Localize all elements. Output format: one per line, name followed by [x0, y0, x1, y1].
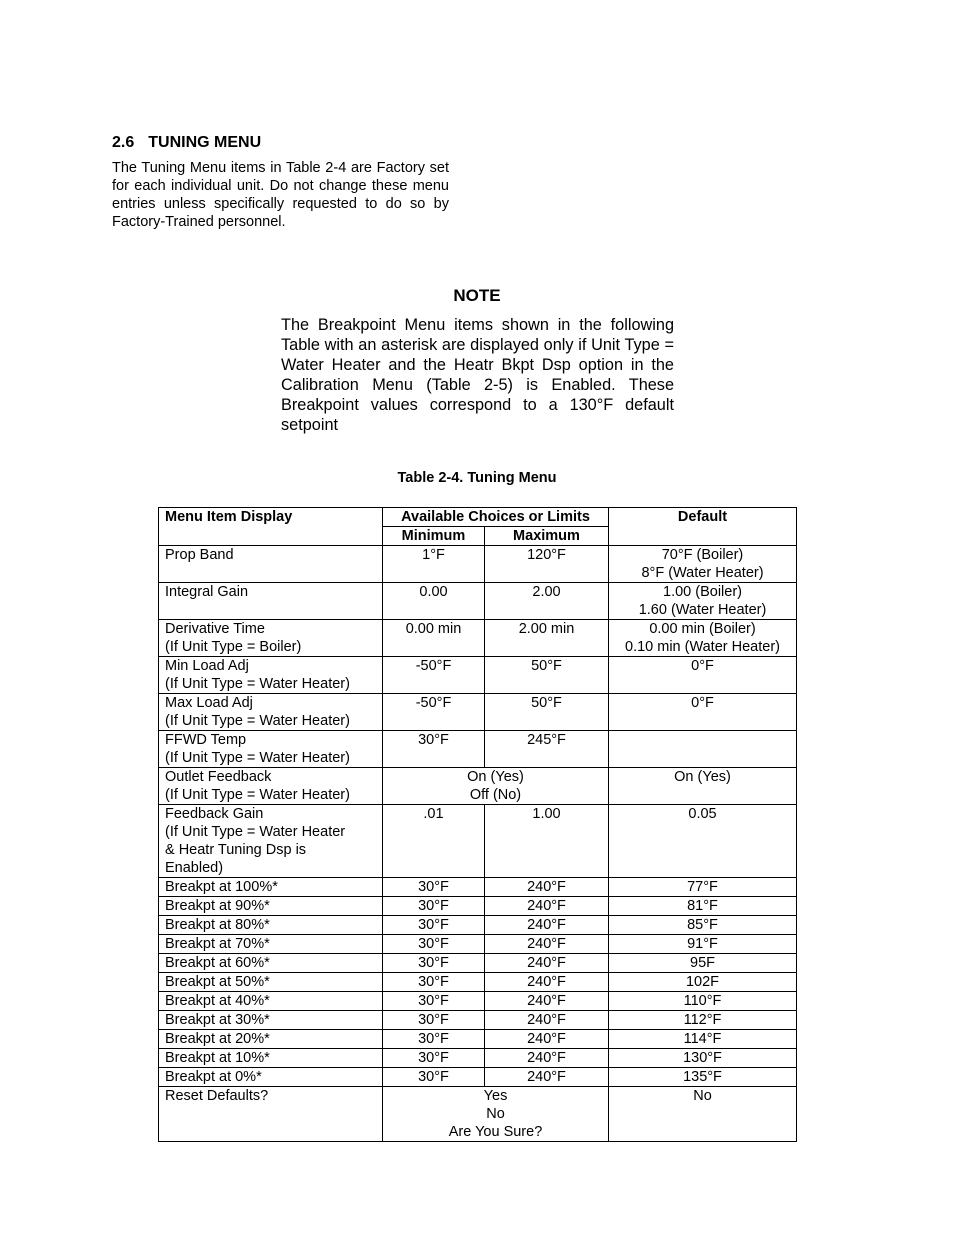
cell-maximum: 240°F	[485, 878, 609, 897]
table-row	[159, 583, 797, 620]
table-row	[159, 1011, 797, 1030]
cell-maximum: 2.00	[485, 583, 609, 620]
default-line: 114°F	[683, 1031, 722, 1047]
cell-default	[609, 1049, 797, 1068]
cell-minimum: 0.00	[383, 583, 485, 620]
cell-maximum: 240°F	[485, 973, 609, 992]
header-default: Default	[609, 508, 797, 546]
cell-minimum: 30°F	[383, 1068, 485, 1087]
header-choices-group: Available Choices or Limits	[383, 508, 609, 527]
default-line: 8°F (Water Heater)	[641, 565, 764, 581]
cell-minimum: 30°F	[383, 973, 485, 992]
table-row	[159, 935, 797, 954]
default-line: 81°F	[687, 898, 718, 914]
cell-default	[609, 954, 797, 973]
cell-menu-item	[159, 620, 383, 657]
cell-menu-item	[159, 916, 383, 935]
cell-menu-item	[159, 935, 383, 954]
default-line: 0.05	[688, 806, 717, 822]
cell-maximum: 240°F	[485, 1011, 609, 1030]
cell-default	[609, 992, 797, 1011]
default-line: 1.60 (Water Heater)	[638, 602, 767, 618]
table-row	[159, 768, 797, 805]
cell-menu-item	[159, 1030, 383, 1049]
cell-minimum: 30°F	[383, 1049, 485, 1068]
choice-line: Yes	[483, 1088, 508, 1104]
cell-menu-item	[159, 694, 383, 731]
table-row	[159, 657, 797, 694]
menu-item-line: Breakpt at 100%*	[165, 879, 278, 895]
cell-minimum: 30°F	[383, 1011, 485, 1030]
menu-item-line: Breakpt at 30%*	[165, 1012, 270, 1028]
default-line: 135°F	[683, 1069, 722, 1085]
table-row	[159, 694, 797, 731]
table-row	[159, 620, 797, 657]
choice-line: On (Yes)	[467, 769, 524, 785]
cell-default	[609, 916, 797, 935]
menu-item-line: (If Unit Type = Water Heater	[165, 824, 346, 840]
default-line: 112°F	[683, 1012, 722, 1028]
menu-item-line: Derivative Time	[165, 621, 265, 637]
cell-default	[609, 731, 797, 768]
cell-choices	[383, 768, 609, 805]
cell-menu-item	[159, 768, 383, 805]
cell-menu-item	[159, 657, 383, 694]
menu-item-line: Breakpt at 80%*	[165, 917, 270, 933]
intro-paragraph: The Tuning Menu items in Table 2-4 are Factory set for each individual unit. Do not change these menu entries unless specifically requested to do so by Factory-Trained personnel.	[112, 160, 449, 230]
menu-item-line: Breakpt at 0%*	[165, 1069, 262, 1085]
default-line	[615, 731, 790, 749]
menu-item-line: Breakpt at 40%*	[165, 993, 270, 1009]
menu-item-line: FFWD Temp	[165, 732, 247, 748]
cell-default	[609, 973, 797, 992]
cell-maximum: 1.00	[485, 805, 609, 878]
cell-menu-item	[159, 546, 383, 583]
menu-item-line: & Heatr Tuning Dsp is	[165, 842, 307, 858]
cell-minimum: 30°F	[383, 916, 485, 935]
default-line: 85°F	[687, 917, 718, 933]
tuning-menu-table	[158, 507, 797, 1142]
menu-item-line: Breakpt at 90%*	[165, 898, 270, 914]
cell-maximum: 240°F	[485, 1068, 609, 1087]
table-row	[159, 1087, 797, 1142]
menu-item-line: Enabled)	[165, 860, 224, 876]
table-row	[159, 954, 797, 973]
menu-item-line: Breakpt at 60%*	[165, 955, 270, 971]
cell-default	[609, 935, 797, 954]
cell-maximum: 240°F	[485, 935, 609, 954]
section-heading	[112, 134, 261, 152]
cell-menu-item	[159, 878, 383, 897]
cell-minimum: 30°F	[383, 878, 485, 897]
cell-maximum: 245°F	[485, 731, 609, 768]
section-title: TUNING MENU	[148, 134, 262, 151]
table-row	[159, 916, 797, 935]
menu-item-line: (If Unit Type = Water Heater)	[165, 750, 350, 766]
cell-minimum: 30°F	[383, 897, 485, 916]
default-line: No	[693, 1088, 712, 1104]
choice-line: Are You Sure?	[448, 1124, 543, 1140]
default-line: 95F	[690, 955, 715, 971]
cell-menu-item	[159, 954, 383, 973]
cell-default	[609, 805, 797, 878]
default-line: 1.00 (Boiler)	[663, 584, 742, 600]
table-row	[159, 805, 797, 878]
cell-default	[609, 1030, 797, 1049]
cell-menu-item	[159, 1068, 383, 1087]
cell-minimum: 30°F	[383, 992, 485, 1011]
cell-default	[609, 897, 797, 916]
menu-item-line: Outlet Feedback	[165, 769, 272, 785]
default-line: On (Yes)	[674, 769, 731, 785]
menu-item-line: Breakpt at 10%*	[165, 1050, 270, 1066]
menu-item-line: Breakpt at 20%*	[165, 1031, 270, 1047]
default-line: 91°F	[687, 936, 718, 952]
cell-default	[609, 1087, 797, 1142]
table-body	[159, 546, 797, 1142]
cell-default	[609, 657, 797, 694]
default-line: 130°F	[683, 1050, 722, 1066]
cell-default	[609, 878, 797, 897]
cell-minimum: -50°F	[383, 694, 485, 731]
cell-maximum: 240°F	[485, 954, 609, 973]
menu-item-line: (If Unit Type = Water Heater)	[165, 676, 350, 692]
cell-maximum: 240°F	[485, 992, 609, 1011]
cell-maximum: 240°F	[485, 897, 609, 916]
cell-minimum: 0.00 min	[383, 620, 485, 657]
table-row	[159, 1049, 797, 1068]
header-row-top	[159, 508, 797, 527]
menu-item-line: (If Unit Type = Water Heater)	[165, 787, 350, 803]
menu-item-line: Reset Defaults?	[165, 1088, 269, 1104]
section-number: 2.6	[112, 134, 135, 151]
table-caption: Table 2-4. Tuning Menu	[397, 470, 557, 486]
header-minimum: Minimum	[383, 527, 485, 546]
table-header	[159, 508, 797, 546]
cell-menu-item	[159, 897, 383, 916]
cell-minimum: 30°F	[383, 1030, 485, 1049]
header-maximum: Maximum	[485, 527, 609, 546]
cell-menu-item	[159, 1011, 383, 1030]
cell-maximum: 50°F	[485, 657, 609, 694]
default-line: 0°F	[691, 695, 714, 711]
header-menu-item: Menu Item Display	[159, 508, 383, 546]
cell-minimum: .01	[383, 805, 485, 878]
cell-maximum: 120°F	[485, 546, 609, 583]
cell-menu-item	[159, 583, 383, 620]
menu-item-line: Breakpt at 70%*	[165, 936, 270, 952]
table-row	[159, 973, 797, 992]
cell-maximum: 50°F	[485, 694, 609, 731]
default-line: 0°F	[691, 658, 714, 674]
table-row	[159, 1030, 797, 1049]
cell-maximum: 240°F	[485, 1049, 609, 1068]
cell-choices	[383, 1087, 609, 1142]
choice-line: Off (No)	[469, 787, 522, 803]
menu-item-line: (If Unit Type = Water Heater)	[165, 713, 350, 729]
menu-item-line: Max Load Adj	[165, 695, 253, 711]
menu-item-line: Breakpt at 50%*	[165, 974, 270, 990]
cell-menu-item	[159, 805, 383, 878]
default-line: 102F	[685, 974, 720, 990]
cell-menu-item	[159, 992, 383, 1011]
cell-default	[609, 546, 797, 583]
default-line: 0.10 min (Water Heater)	[625, 639, 780, 655]
cell-minimum: 30°F	[383, 935, 485, 954]
menu-item-line: Integral Gain	[165, 584, 249, 600]
note-body: The Breakpoint Menu items shown in the following Table with an asterisk are displayed only if Unit Type = Water Heater and the Heatr Bkpt Dsp option in the Calibration Menu (Table 2-5) is Enabled. These Breakpoint values correspond to a 130°F default setpoint	[281, 316, 674, 434]
choice-line: No	[486, 1106, 505, 1122]
table-row	[159, 878, 797, 897]
cell-minimum: 30°F	[383, 731, 485, 768]
cell-default	[609, 694, 797, 731]
cell-maximum: 240°F	[485, 916, 609, 935]
table-row	[159, 897, 797, 916]
cell-menu-item	[159, 1087, 383, 1142]
table-row	[159, 546, 797, 583]
cell-minimum: 30°F	[383, 954, 485, 973]
cell-default	[609, 1068, 797, 1087]
default-line: 110°F	[683, 993, 722, 1009]
menu-item-line: Min Load Adj	[165, 658, 249, 674]
table-row	[159, 731, 797, 768]
cell-menu-item	[159, 1049, 383, 1068]
cell-maximum: 2.00 min	[485, 620, 609, 657]
cell-default	[609, 620, 797, 657]
cell-menu-item	[159, 731, 383, 768]
cell-menu-item	[159, 973, 383, 992]
default-line: 77°F	[687, 879, 718, 895]
menu-item-line: (If Unit Type = Boiler)	[165, 639, 302, 655]
cell-default	[609, 768, 797, 805]
default-line: 0.00 min (Boiler)	[649, 621, 756, 637]
menu-item-line: Feedback Gain	[165, 806, 264, 822]
cell-maximum: 240°F	[485, 1030, 609, 1049]
cell-minimum: -50°F	[383, 657, 485, 694]
default-line: 70°F (Boiler)	[661, 547, 744, 563]
cell-default	[609, 583, 797, 620]
table-row	[159, 992, 797, 1011]
note-title: NOTE	[453, 286, 501, 305]
table-row	[159, 1068, 797, 1087]
cell-default	[609, 1011, 797, 1030]
cell-minimum: 1°F	[383, 546, 485, 583]
menu-item-line: Prop Band	[165, 547, 234, 563]
